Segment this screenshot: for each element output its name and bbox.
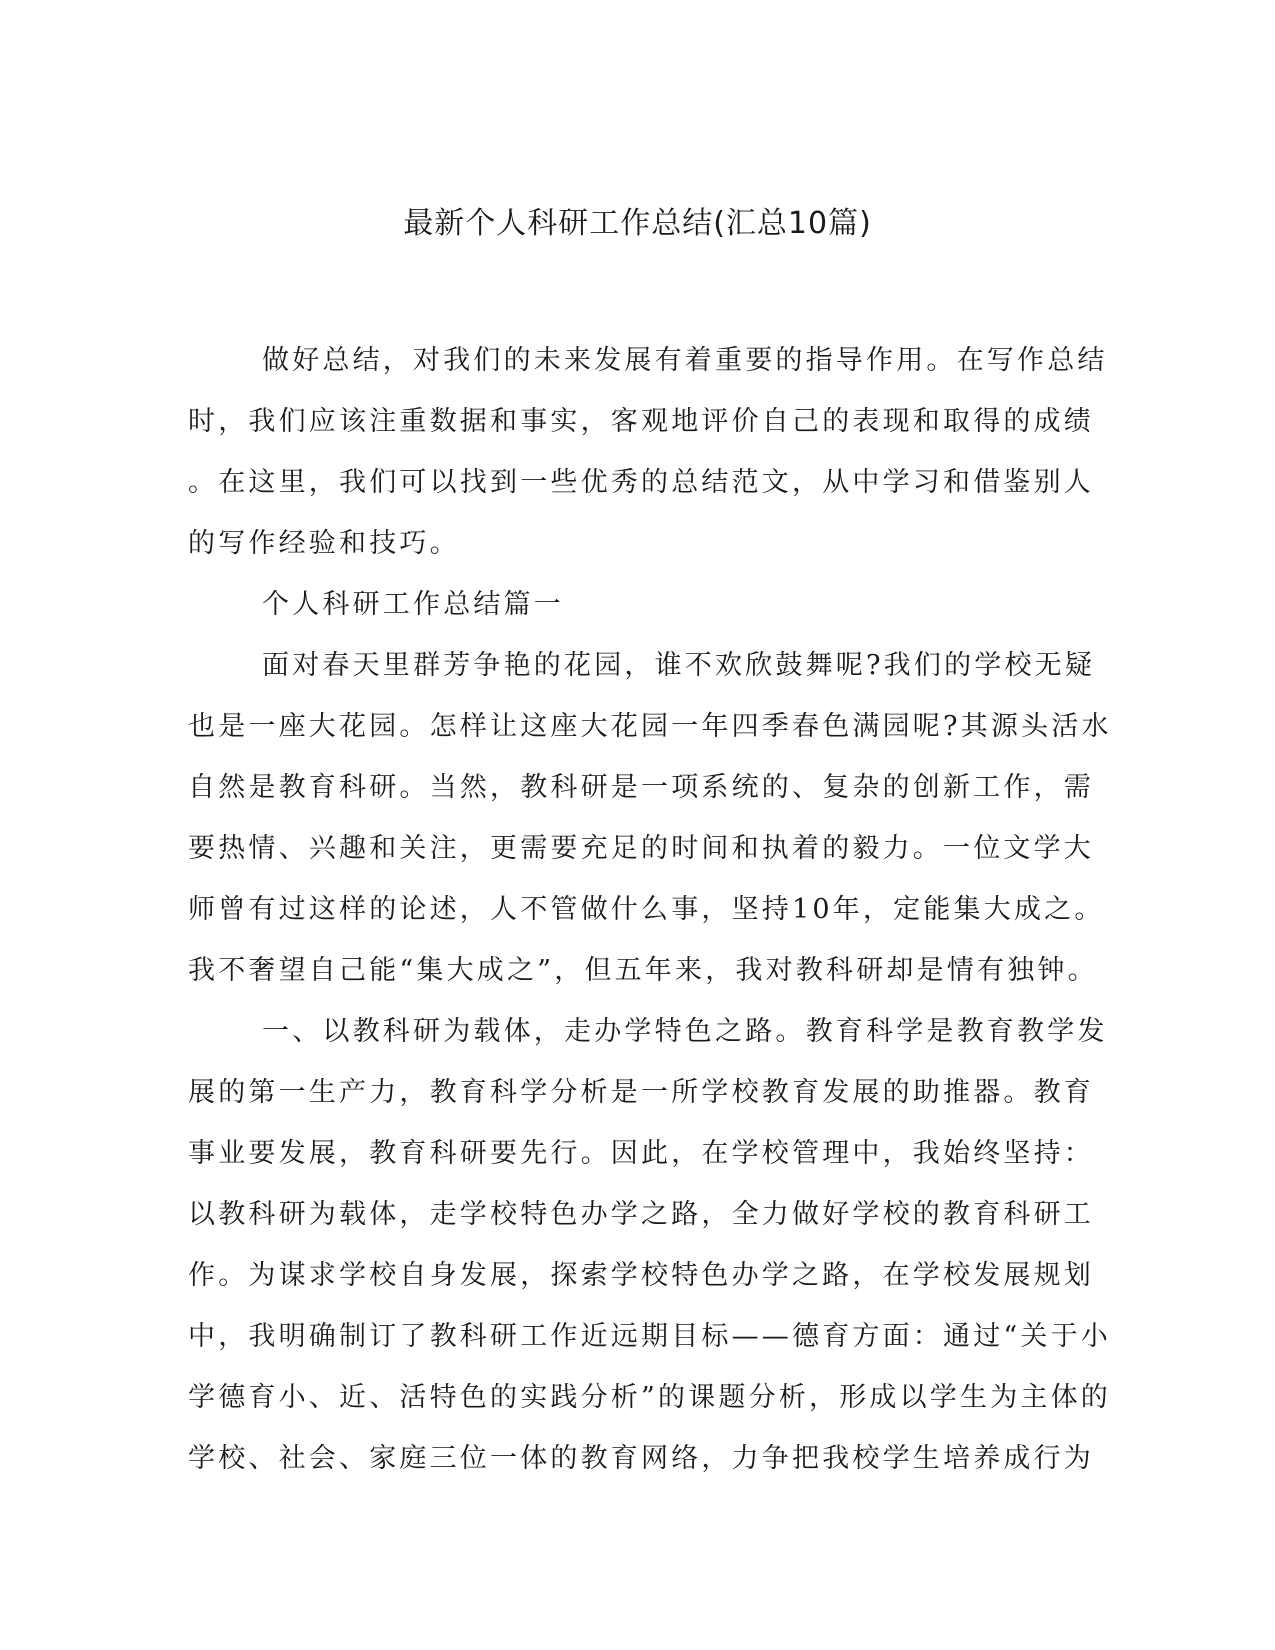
text-line-para1-5: 师曾有过这样的论述，人不管做什么事，坚持10年，定能集大成之。 [188, 894, 1105, 925]
text-line-para2-4: 以教科研为载体，走学校特色办学之路，全力做好学校的教育科研工 [188, 1199, 1094, 1230]
document-title: 最新个人科研工作总结(汇总10篇) [403, 206, 872, 241]
text-line-para2-3: 事业要发展，教育科研要先行。因此，在学校管理中，我始终坚持： [188, 1138, 1094, 1169]
text-line-para2-8: 学校、社会、家庭三位一体的教育网络，力争把我校学生培养成行为 [188, 1443, 1094, 1474]
section-heading: 个人科研工作总结篇一 [262, 589, 564, 620]
text-line-para2-2: 展的第一生产力，教育科学分析是一所学校教育发展的助推器。教育 [188, 1077, 1094, 1108]
text-line-para2-1: 一、以教科研为载体，走办学特色之路。教育科学是教育教学发 [262, 1016, 1108, 1047]
text-line-para1-4: 要热情、兴趣和关注，更需要充足的时间和执着的毅力。一位文学大 [188, 833, 1094, 864]
text-line-para1-1: 面对春天里群芳争艳的花园，谁不欢欣鼓舞呢?我们的学校无疑 [262, 650, 1096, 681]
text-line-para1-6: 我不奢望自己能“集大成之”，但五年来，我对教科研却是情有独钟。 [188, 955, 1098, 986]
text-line-intro-2: 时，我们应该注重数据和事实，客观地评价自己的表现和取得的成绩 [188, 406, 1094, 437]
text-line-para2-5: 作。为谋求学校自身发展，探索学校特色办学之路，在学校发展规划 [188, 1260, 1094, 1291]
text-line-para2-7: 学德育小、近、活特色的实践分析”的课题分析，形成以学生为主体的 [188, 1382, 1112, 1413]
text-line-para1-3: 自然是教育科研。当然，教科研是一项系统的、复杂的创新工作，需 [188, 772, 1094, 803]
text-line-intro-4: 的写作经验和技巧。 [188, 528, 460, 559]
text-line-intro-3: 。在这里，我们可以找到一些优秀的总结范文，从中学习和借鉴别人 [188, 467, 1094, 498]
text-line-intro-1: 做好总结，对我们的未来发展有着重要的指导作用。在写作总结 [262, 345, 1108, 376]
text-line-para1-2: 也是一座大花园。怎样让这座大花园一年四季春色满园呢?其源头活水 [188, 711, 1112, 742]
document-body [188, 330, 1112, 1489]
text-line-para2-6: 中，我明确制订了教科研工作近远期目标——德育方面：通过“关于小 [188, 1321, 1112, 1352]
